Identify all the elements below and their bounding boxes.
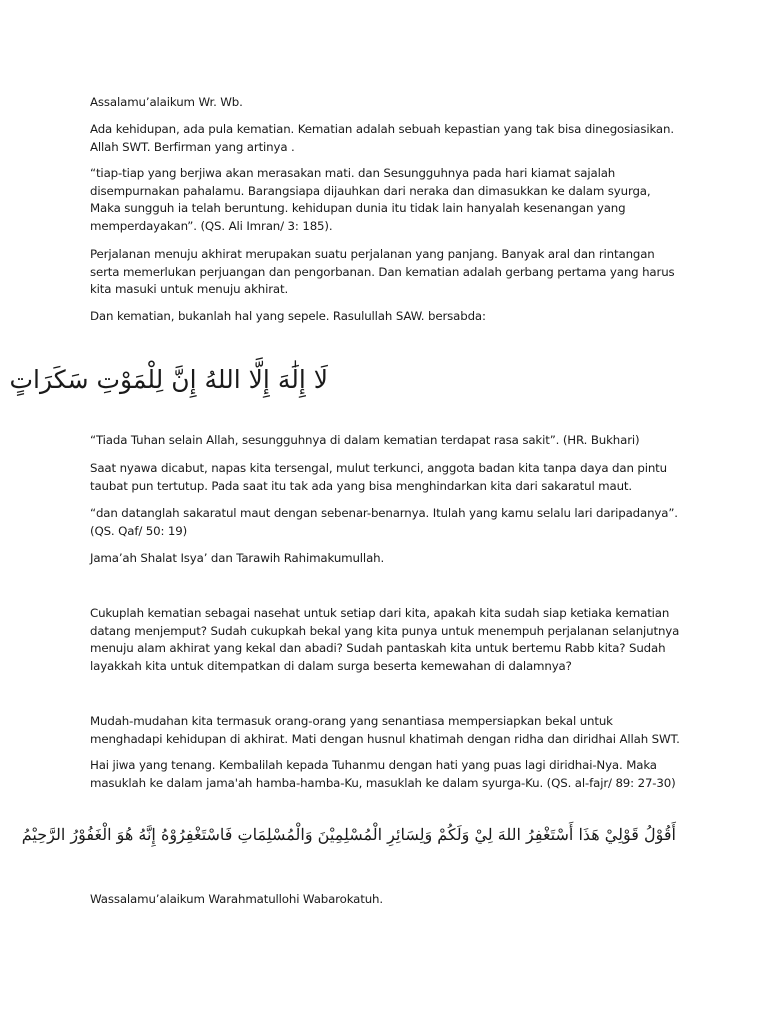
paragraph-hadith-intro: Dan kematian, bukanlah hal yang sepele. Rasulullah SAW. bersabda:	[90, 309, 486, 323]
paragraph-opening: Ada kehidupan, ada pula kematian. Kematian adalah sebuah kepastian yang tak bisa dinegosiasikan. Allah SWT. Berfirman yang artinya .	[90, 122, 674, 154]
greeting: Assalamu’alaikum Wr. Wb.	[90, 95, 243, 109]
paragraph-jamaah: Jama’ah Shalat Isya’ dan Tarawih Rahimakumullah.	[90, 551, 385, 565]
hadith-translation: “Tiada Tuhan selain Allah, sesungguhnya di dalam kematian terdapat rasa sakit”. (HR. Bukhari)	[90, 433, 640, 447]
paragraph-journey: Perjalanan menuju akhirat merupakan suatu perjalanan yang panjang. Banyak aral dan rintangan serta memerlukan perjuangan dan pengorbanan. Dan kematian adalah gerbang pertama yang harus kita masuki untuk menuju akhirat.	[90, 247, 675, 297]
paragraph-prayer: Mudah-mudahan kita termasuk orang-orang yang senantiasa mempersiapkan bekal untuk menghadapi kehidupan di akhirat. Mati dengan husnul khatimah dengan ridha dan diridhai Allah SWT.	[90, 714, 680, 746]
quote-al-fajr: Hai jiwa yang tenang. Kembalilah kepada Tuhanmu dengan hati yang puas lagi diridhai-Nya. Maka masuklah ke dalam jama'ah hamba-hamba-Ku, masuklah ke dalam syurga-Ku. (QS. al-fajr/ 89: 27-30)	[90, 758, 676, 790]
quote-ali-imran: “tiap-tiap yang berjiwa akan merasakan mati. dan Sesungguhnya pada hari kiamat sajalah disempurnakan pahalamu. Barangsiapa dijauhkan dari neraka dan dimasukkan ke dalam syurga, Maka sungguh ia telah beruntung. kehidupan dunia itu tidak lain hanyalah kesenangan yang memperdayakan”. (QS. Ali Imran/ 3: 185).	[90, 166, 651, 233]
arabic-closing-prayer: أَقُوْلُ قَوْلِيْ هَذَا أَسْتَغْفِرُ اللهَ لِيْ وَلَكُمْ وَلِسَائِرِ الْمُسْلِمِيْنَ وَالْمُسْلِمَاتِ فَاسْتَغْفِرُوْهُ إِنَّهُ هُوَ الْغَفُوْرُ الرَّحِيْمُ	[21, 825, 676, 844]
closing-greeting: Wassalamu’alaikum Warahmatullohi Wabarokatuh.	[90, 892, 383, 906]
arabic-hadith: لَا إِلَٰهَ إِلَّا اللهُ إِنَّ لِلْمَوْتِ سَكَرَاتٍ	[9, 365, 328, 394]
paragraph-sakaratul: Saat nyawa dicabut, napas kita tersengal, mulut terkunci, anggota badan kita tanpa daya dan pintu taubat pun tertutup. Pada saat itu tak ada yang bisa menghindarkan kita dari sakaratul maut.	[90, 461, 667, 493]
paragraph-reflection: Cukuplah kematian sebagai nasehat untuk setiap dari kita, apakah kita sudah siap ketiaka kematian datang menjemput? Sudah cukupkah bekal yang kita punya untuk menempuh perjalanan selanjutnya menuju alam akhirat yang kekal dan abadi? Sudah pantaskah kita untuk bertemu Rabb kita? Sudah layakkah kita untuk ditempatkan di dalam surga beserta kemewahan di dalamnya?	[90, 606, 680, 673]
quote-qaf: “dan datanglah sakaratul maut dengan sebenar-benarnya. Itulah yang kamu selalu lari daripadanya”. (QS. Qaf/ 50: 19)	[90, 506, 678, 538]
